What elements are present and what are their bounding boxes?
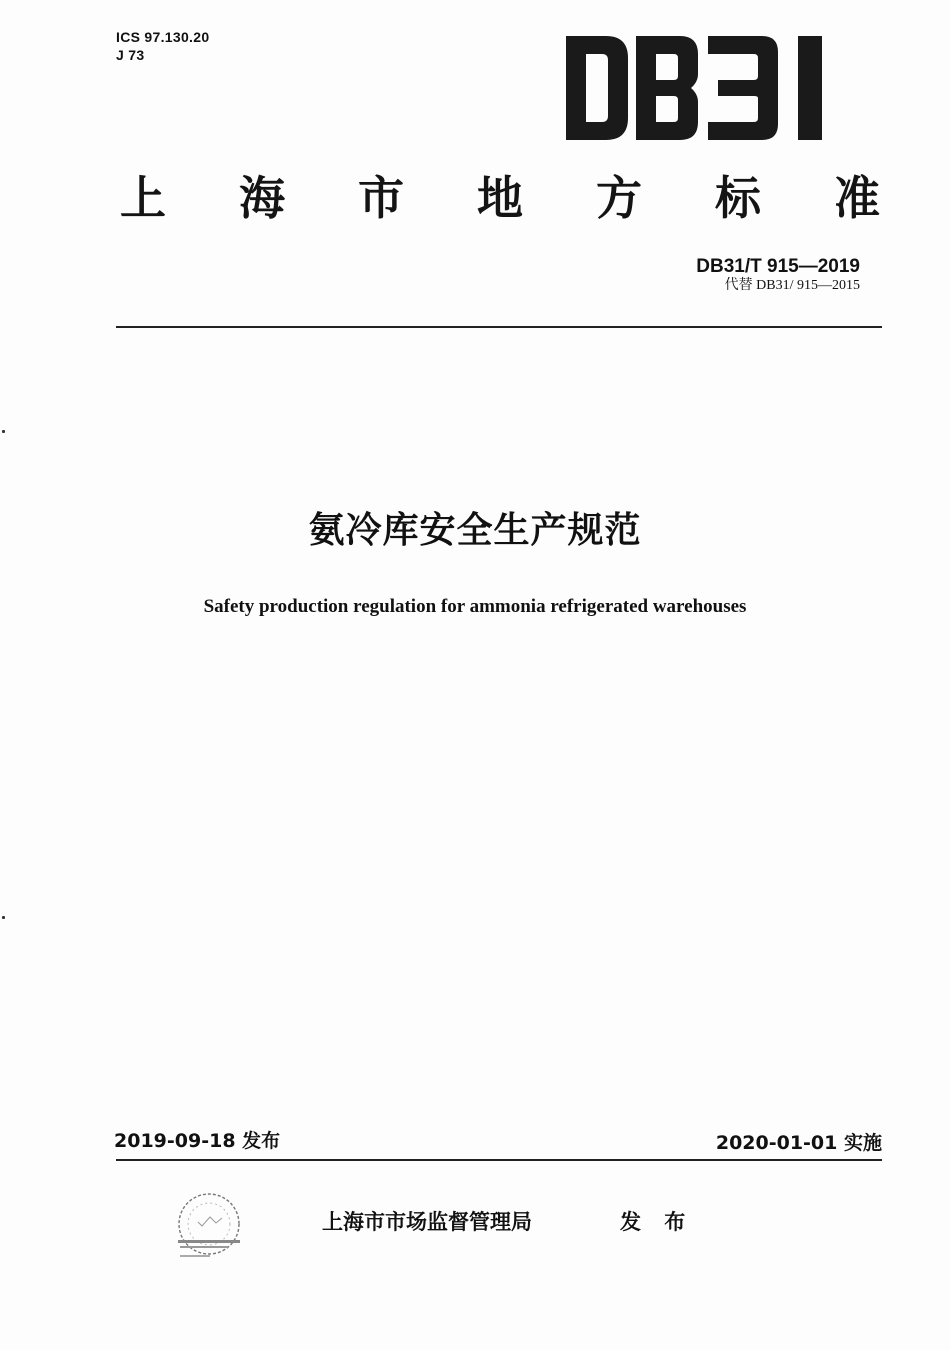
issue-date: 2019-09-18 发布 bbox=[114, 1130, 281, 1152]
heading-char: 准 bbox=[834, 171, 880, 225]
heading-char: 地 bbox=[477, 171, 523, 225]
publisher-name: 上海市市场监督管理局 bbox=[322, 1210, 532, 1234]
scan-speck bbox=[2, 916, 5, 919]
db31-logo bbox=[566, 36, 828, 140]
classification-codes bbox=[116, 28, 209, 64]
bottom-divider bbox=[116, 1159, 882, 1161]
heading-char: 标 bbox=[715, 171, 761, 225]
heading-char: 市 bbox=[358, 171, 404, 225]
document-title-chinese: 氨冷库安全生产规范 bbox=[308, 510, 642, 551]
implementation-date: 2020-01-01 实施 bbox=[715, 1132, 882, 1154]
publish-label: 发 布 bbox=[620, 1210, 694, 1234]
replaces-standard: 代替 DB31/ 915—2015 bbox=[724, 278, 860, 293]
official-seal-stamp bbox=[168, 1186, 250, 1268]
standard-number: DB31/T 915—2019 bbox=[696, 256, 860, 277]
class-code: J 73 bbox=[116, 47, 145, 63]
heading-char: 上 bbox=[120, 171, 166, 225]
document-title-english: Safety production regulation for ammonia refrigerated warehouses bbox=[203, 596, 747, 617]
top-divider bbox=[116, 326, 882, 328]
scan-speck bbox=[2, 430, 5, 433]
ics-code: ICS 97.130.20 bbox=[116, 29, 210, 45]
standard-type-heading bbox=[120, 168, 880, 228]
heading-char: 方 bbox=[596, 171, 642, 225]
heading-char: 海 bbox=[239, 171, 285, 225]
